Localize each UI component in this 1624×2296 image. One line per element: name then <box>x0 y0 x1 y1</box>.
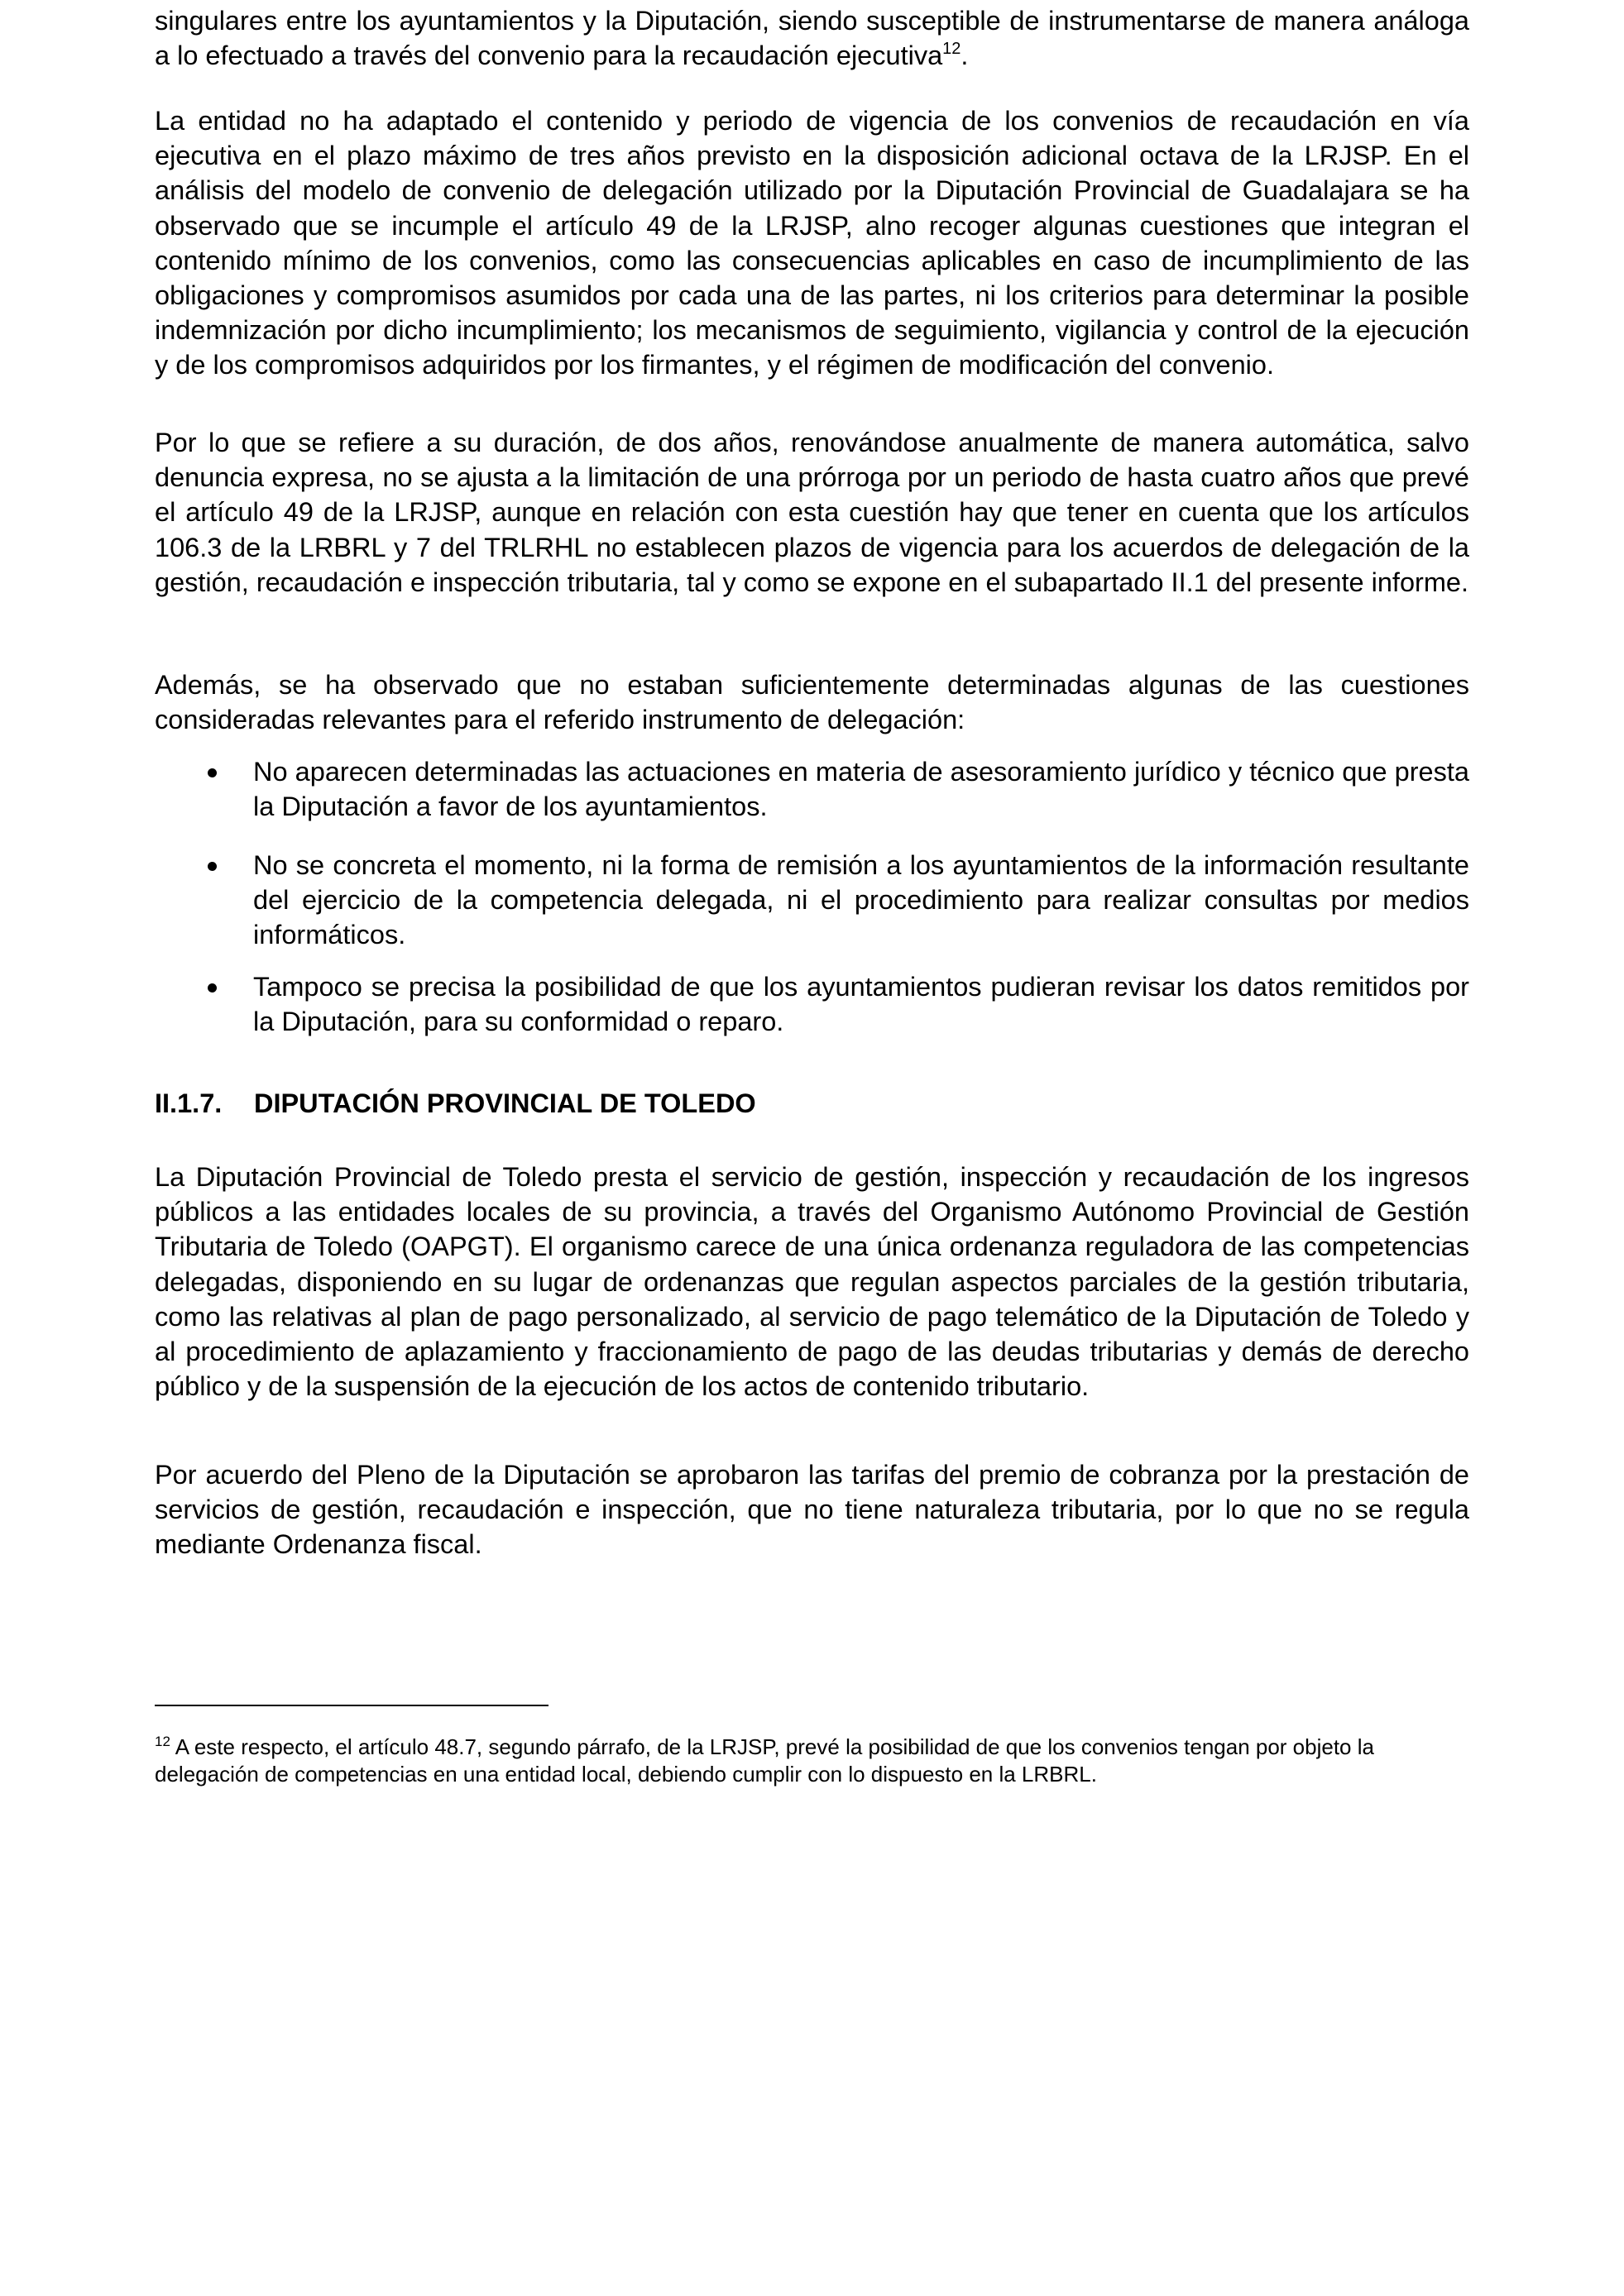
paragraph-text: singulares entre los ayuntamientos y la Diputación, siendo susceptible de instrumentarse de manera análoga a lo efectuado a través del convenio para la recaudación ejecutiva <box>155 6 1469 71</box>
section-title: DIPUTACIÓN PROVINCIAL DE TOLEDO <box>254 1088 756 1118</box>
section-heading <box>155 1086 756 1121</box>
paragraph-duration: Por lo que se refiere a su duración, de dos años, renovándose anualmente de manera automática, salvo denuncia expresa, no se ajusta a la limitación de una prórroga por un periodo de hasta cuatro años que prevé el artículo 49 de la LRJSP, aunque en relación con esta cuestión hay que tener en cuenta que los artículos 106.3 de la LRBRL y 7 del TRLRHL no establecen plazos de vigencia para los acuerdos de delegación de la gestión, recaudación e inspección tributaria, tal y como se expone en el subapartado II.1 del presente informe. <box>155 428 1469 597</box>
paragraph-premio-cobranza: Por acuerdo del Pleno de la Diputación se aprobaron las tarifas del premio de cobranza por la prestación de servicios de gestión, recaudación e inspección, que no tiene naturaleza tributaria, por lo que no se regula mediante Ordenanza fiscal. <box>155 1460 1469 1560</box>
footnote <box>155 1734 1469 1788</box>
bullet-text: No se concreta el momento, ni la forma de remisión a los ayuntamientos de la información resultante del ejercicio de la competencia delegada, ni el procedimiento para realizar consultas por medios informáticos. <box>253 850 1469 950</box>
bullet-text: Tampoco se precisa la posibilidad de que los ayuntamientos pudieran revisar los datos remitidos por la Diputación, para su conformidad o reparo. <box>253 972 1469 1037</box>
bullet-item <box>155 848 1469 953</box>
bullet-icon <box>208 983 217 993</box>
bullet-icon <box>208 768 217 777</box>
paragraph-trailing-punct: . <box>961 41 969 71</box>
paragraph-continuation <box>155 3 1469 73</box>
paragraph-toledo-service: La Diputación Provincial de Toledo presta el servicio de gestión, inspección y recaudación de los ingresos públicos a las entidades locales de su provincia, a través del Organismo Autónomo Provincial de Gestión Tributaria de Toledo (OAPGT). El organismo carece de una única ordenanza reguladora de las competencias delegadas, disponiendo en su lugar de ordenanzas que regulan aspectos parciales de la gestión tributaria, como las relativas al plan de pago personalizado, al servicio de pago telemático de la Diputación de Toledo y al procedimiento de aplazamiento y fraccionamiento de pago de las deudas tributarias y demás de derecho público y de la suspensión de la ejecución de los actos de contenido tributario. <box>155 1162 1469 1402</box>
paragraph-additional-issues: Además, se ha observado que no estaban suficientemente determinadas algunas de las cuestiones consideradas relevantes para el referido instrumento de delegación: <box>155 670 1469 735</box>
bullet-item <box>155 754 1469 824</box>
footnote-reference[interactable]: 12 <box>942 40 961 59</box>
section-number: II.1.7. <box>155 1088 223 1118</box>
footnote-text: A este respecto, el artículo 48.7, segundo párrafo, de la LRJSP, prevé la posibilidad de que los convenios tengan por objeto la delegación de competencias en una entidad local, debiendo cumplir con lo dispuesto en la LRBRL. <box>155 1734 1374 1787</box>
bullet-text: No aparecen determinadas las actuaciones en materia de asesoramiento jurídico y técnico que presta la Diputación a favor de los ayuntamientos. <box>253 757 1469 822</box>
footnote-marker: 12 <box>155 1734 170 1749</box>
bullet-item <box>155 969 1469 1039</box>
paragraph-convenio-analysis: La entidad no ha adaptado el contenido y periodo de vigencia de los convenios de recaudación en vía ejecutiva en el plazo máximo de tres años previsto en la disposición adicional octava de la LRJSP. En el análisis del modelo de convenio de delegación utilizado por la Diputación Provincial de Guadalajara se ha observado que se incumple el artículo 49 de la LRJSP, alno recoger algunas cuestiones que integran el contenido mínimo de los convenios, como las consecuencias aplicables en caso de incumplimiento de las obligaciones y compromisos asumidos por cada una de las partes, ni los criterios para determinar la posible indemnización por dicho incumplimiento; los mecanismos de seguimiento, vigilancia y control de la ejecución y de los compromisos adquiridos por los firmantes, y el régimen de modificación del convenio. <box>155 106 1469 380</box>
footnote-separator <box>155 1705 549 1706</box>
bullet-icon <box>208 862 217 871</box>
